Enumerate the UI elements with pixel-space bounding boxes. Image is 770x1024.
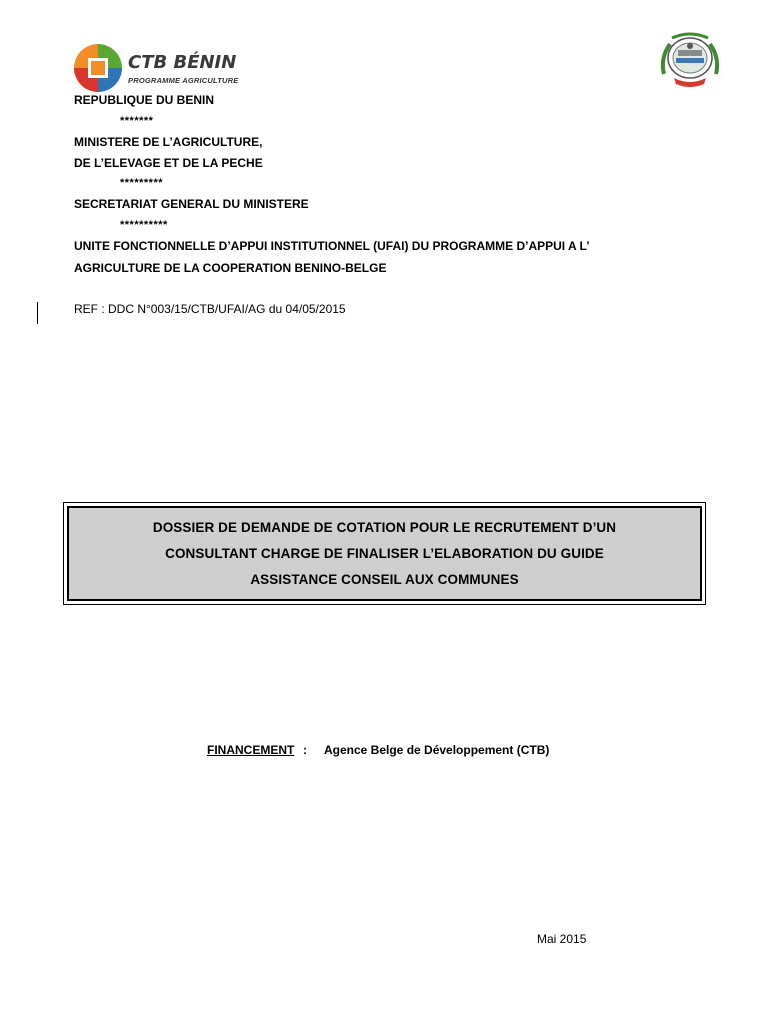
financing-label: FINANCEMENT [207, 743, 295, 757]
ctb-brand-text: CTB BÉNIN [128, 52, 237, 73]
reference-number: REF : DDC N°003/15/CTB/UFAI/AG du 04/05/2015 [74, 302, 346, 316]
financing-value: Agence Belge de Développement (CTB) [324, 743, 550, 757]
financing-colon: : [303, 743, 307, 757]
header-separator: ********** [120, 219, 168, 231]
header-separator: ********* [120, 177, 164, 189]
header-ministry-line2: DE L’ELEVAGE ET DE LA PECHE [74, 156, 263, 170]
document-title-box [63, 502, 706, 605]
document-title-line3: ASSISTANCE CONSEIL AUX COMMUNES [250, 571, 519, 587]
header-ministry-line1: MINISTERE DE L’AGRICULTURE, [74, 135, 263, 149]
document-title-line1: DOSSIER DE DEMANDE DE COTATION POUR LE RECRUTEMENT D’UN [152, 519, 617, 535]
text-cursor [37, 302, 38, 324]
benin-ministry-seal-icon [656, 30, 724, 88]
document-date: Mai 2015 [537, 932, 587, 946]
header-unit-line1: UNITE FONCTIONNELLE D’APPUI INSTITUTIONNEL (UFAI) DU PROGRAMME D’APPUI A L’ [74, 239, 590, 253]
header-republic: REPUBLIQUE DU BENIN [74, 93, 215, 107]
header-unit-line2: AGRICULTURE DE LA COOPERATION BENINO-BELGE [74, 261, 387, 275]
ctb-logo-icon [72, 42, 128, 94]
header-secretariat: SECRETARIAT GENERAL DU MINISTERE [74, 197, 309, 211]
document-title-line2: CONSULTANT CHARGE DE FINALISER L’ELABORATION DU GUIDE [165, 545, 604, 561]
ctb-brand-subtitle: PROGRAMME AGRICULTURE [128, 76, 239, 85]
header-separator: ******* [120, 115, 154, 127]
ministry-seal [656, 30, 724, 88]
